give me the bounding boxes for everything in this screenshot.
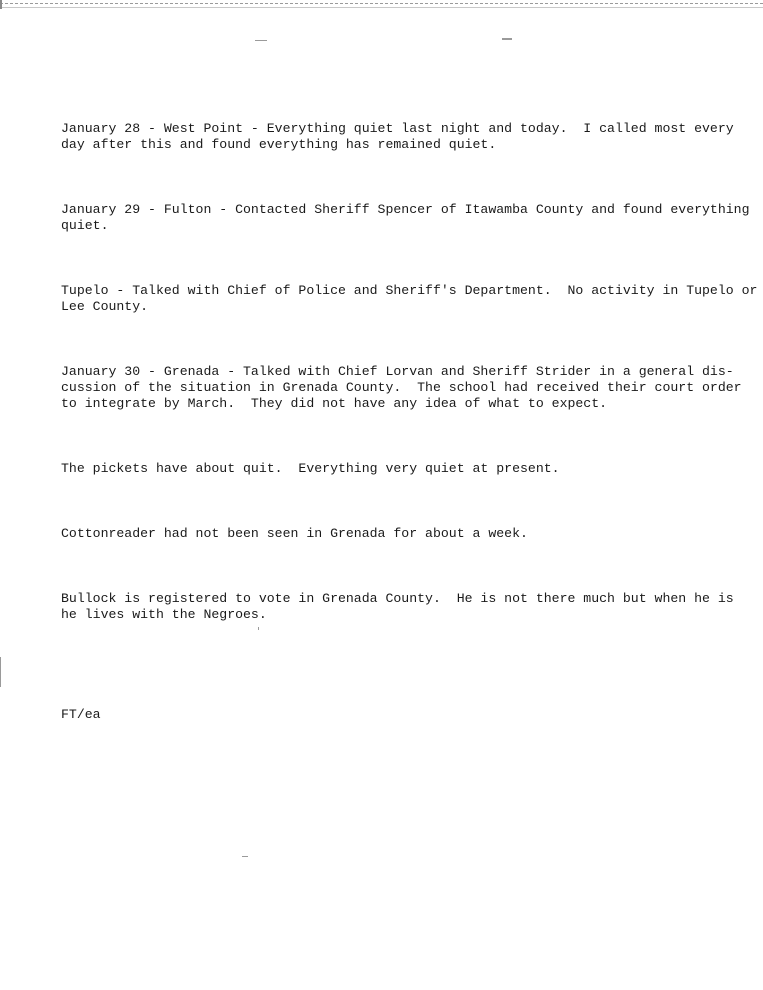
- memo-body: [61, 89, 758, 739]
- scan-top-rule: [0, 7, 763, 8]
- scan-speck: [502, 38, 512, 40]
- memo-paragraph: Bullock is registered to vote in Grenada County. He is not there much but when he is he lives with the Negroes.: [61, 591, 734, 622]
- memo-paragraph: January 30 - Grenada - Talked with Chief Lorvan and Sheriff Strider in a general dis- cussion of the situation in Grenada County. The school had received their court order to integrate by March. They did not have any idea of what to expect.: [61, 364, 742, 411]
- typist-initials: FT/ea: [61, 707, 101, 722]
- scan-speck: [242, 856, 248, 857]
- memo-paragraph: Cottonreader had not been seen in Grenada for about a week.: [61, 526, 528, 541]
- memo-paragraph: Tupelo - Talked with Chief of Police and Sheriff's Department. No activity in Tupelo or Lee County.: [61, 283, 758, 314]
- scan-top-border: [0, 3, 763, 4]
- scan-left-mark: [0, 0, 2, 9]
- memo-paragraph: The pickets have about quit. Everything very quiet at present.: [61, 461, 560, 476]
- scan-speck: [255, 40, 267, 41]
- memo-paragraph: January 29 - Fulton - Contacted Sheriff Spencer of Itawamba County and found everything quiet.: [61, 202, 750, 233]
- memo-paragraph: January 28 - West Point - Everything quiet last night and today. I called most every day after this and found everything has remained quiet.: [61, 121, 734, 152]
- scan-speck: [0, 657, 1, 687]
